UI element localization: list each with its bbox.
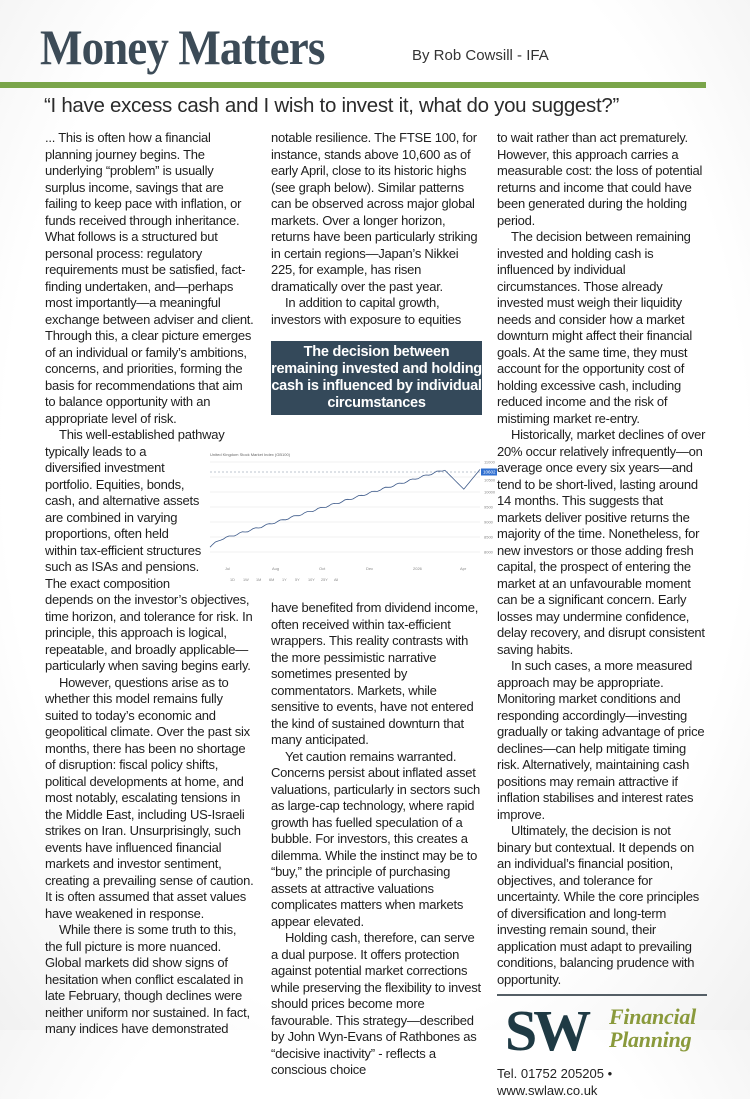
paragraph: Ultimately, the decision is not binary but contextual. It depends on an individual’s financial position, objectives, and tolerance for uncertainty. While the core principles of diversification and long-term investing remain sound, their application must adapt to prevailing conditions, balancing prudence with opportunity. bbox=[497, 823, 699, 987]
logo-letters: SW bbox=[505, 998, 588, 1063]
current-value: 10602 bbox=[483, 469, 496, 475]
x-tick-label: Jul bbox=[225, 566, 231, 571]
paragraph: Yet caution remains warranted. Concerns persist about inflated asset valuations, particularly in sectors such as large-cap technology, where rapid growth has fuelled speculation of a bubble. For investors, this creates a dilemma. While the instinct may be to “buy,” the principle of purchasing assets at attractive valuations complicates matters when markets appear elevated. bbox=[271, 748, 480, 929]
ftse-chart bbox=[205, 450, 497, 586]
range-button[interactable]: All bbox=[334, 578, 339, 582]
paragraph: However, questions arise as to whether this model remains fully suited to today’s economic and geopolitical climate. Over the past six months, there has been no shortage of disruption: fiscal policy shifts, political developments at home, and most notably, escalating tensions in the Middle East, including US-Israeli strikes on Iran. Unsurprisingly, such events have influenced financial markets and investor sentiment, creating a prevailing sense of caution. It is often assumed that asset values have weakened in response. bbox=[45, 674, 254, 921]
y-tick-label: 9500 bbox=[484, 504, 493, 510]
range-button[interactable]: 1W bbox=[243, 578, 249, 582]
paragraph: Holding cash, therefore, can serve a dual purpose. It offers protection against potential market corrections while preserving the flexibility to invest should prices become more favourable. This strategy—described by John Wyn-Evans of Rathbones as “decisive inactivity” - reflects a conscious choice bbox=[271, 930, 481, 1077]
range-button[interactable]: 1D bbox=[230, 578, 235, 582]
paragraph-part: cash, and alternative assets are combined in varying proportions, often held within tax-efficient structures such as ISAs and pensions. The exact composition depends on the investor’s objectives, time horizon, and tolerance for risk. In principle, this bbox=[45, 493, 253, 640]
y-tick-label: 9000 bbox=[484, 519, 493, 525]
y-tick-label: 10500 bbox=[484, 477, 496, 483]
masthead-title: Money Matters bbox=[40, 19, 325, 75]
contact-info: Tel. 01752 205205 • www.swlaw.co.uk bbox=[497, 1066, 613, 1098]
y-tick-label: 10000 bbox=[484, 489, 496, 495]
sw-financial-planning-logo bbox=[505, 998, 705, 1063]
x-tick-label: Oct bbox=[319, 566, 326, 571]
range-button[interactable]: 5Y bbox=[295, 578, 300, 582]
x-tick-label: Dec bbox=[366, 566, 374, 571]
paragraph: often received within tax-efficient wrappers. This reality contrasts with the more pessimistic narrative sometimes presented by commentators. Markets, while sensitive to events, have not entered the kind of sustained downturn that many anticipated. bbox=[271, 616, 474, 747]
paragraph: to wait rather than act prematurely. However, this approach carries a measurable cost: the loss of potential returns and income that could have been generated during the holding period. bbox=[497, 130, 703, 228]
paragraph: The decision between remaining invested and holding cash is influenced by individual circumstances. Those already invested must weigh their liquidity needs and consider how a market downturn might affect their financial goals. At the same time, they must account for the opportunity cost of holding excessive cash, including reduced income and the risk of mistiming market re-entry. bbox=[497, 229, 693, 426]
article-headline: “I have excess cash and I wish to invest it, what do you suggest?” bbox=[44, 94, 620, 117]
header-divider bbox=[0, 82, 706, 88]
column-2 bbox=[271, 130, 483, 1079]
index-line bbox=[210, 469, 480, 547]
x-tick-label: Apr bbox=[460, 566, 467, 571]
range-button[interactable]: 1Y bbox=[282, 578, 287, 582]
range-button[interactable]: 25Y bbox=[321, 578, 328, 582]
column-3 bbox=[497, 130, 707, 1099]
paragraph: While there is some truth to this, the full picture is more nuanced. Global markets did show signs of hesitation when conflict escalated in late February, though declines were neither uniform nor sustained. In fact, many indices have demonstrated bbox=[45, 922, 250, 1036]
logo-word: Planning bbox=[609, 1027, 692, 1052]
pull-quote bbox=[271, 341, 482, 415]
x-tick-label: Aug bbox=[272, 566, 280, 571]
chart-title: United Kingdom Stock Market Index (GB100) bbox=[210, 452, 291, 457]
pull-quote-text: The decision between remaining invested and holding cash is influenced by individual circumstances bbox=[271, 344, 482, 411]
range-button[interactable]: 10Y bbox=[308, 578, 315, 582]
chart-svg bbox=[205, 450, 497, 586]
paragraph: In addition to capital growth, investors with exposure to equities have benefited from dividend income, bbox=[271, 295, 479, 615]
y-tick-label: 8000 bbox=[484, 549, 493, 555]
y-tick-label: 8500 bbox=[484, 534, 493, 540]
paragraph: ... This is often how a financial planning journey begins. The underlying “problem” is usually surplus income, savings that are failing to keep pace with inflation, or funds received through inheritance. What follows is a structured but personal process: regulatory requirements must be satisfied, fact-finding undertaken, and—perhaps most importantly—a meaningful exchange between adviser and client. Through this, a clear picture emerges of an individual or family’s ambitions, concerns, and priorities, forming the basis for recommendations that aim to balance opportunity with an appropriate level of risk. bbox=[45, 130, 254, 426]
paragraph: In such cases, a more measured approach may be appropriate. Monitoring market conditions and responding accordingly—investing gradually or taking advantage of price declines—can help mitigate timing risk. Alternatively, maintaining cash positions may remain attractive if inflation stabilises and interest rates improve. bbox=[497, 658, 705, 822]
paragraph-part: This well-established pathway typically leads to a diversified investment portfolio. Equities, bonds, bbox=[45, 427, 225, 492]
footer-divider bbox=[497, 994, 707, 996]
range-button[interactable]: 1M bbox=[256, 578, 262, 582]
logo-word: Financial bbox=[609, 1004, 696, 1029]
x-tick-label: 2026 bbox=[413, 566, 422, 571]
y-tick-label: 11000 bbox=[484, 459, 495, 465]
paragraph: notable resilience. The FTSE 100, for instance, stands above 10,600 as of early April, close to its historic highs (see graph below). Similar patterns can be observed across major global markets. Over a longer horizon, returns have been particularly striking in certain regions—Japan’s Nikkei 225, for example, has risen dramatically over the past year. bbox=[271, 130, 478, 294]
paragraph: Historically, market declines of over 20% occur relatively infrequently—on average once every six years—and tend to be short-lived, lasting around 14 months. This suggests that markets deliver positive returns the majority of the time. Nonetheless, for new investors or those adding fresh capital, the prospect of entering the market at an unfavourable moment can be a significant concern. Early losses may undermine confidence, delay recovery, and disrupt consistent saving habits. bbox=[497, 427, 706, 657]
range-button[interactable]: 6M bbox=[269, 578, 275, 582]
paragraph-part: approach is logical, repeatable, and broadly applicable—particularly when saving begins early. bbox=[45, 625, 251, 673]
byline: By Rob Cowsill - IFA bbox=[412, 47, 549, 64]
